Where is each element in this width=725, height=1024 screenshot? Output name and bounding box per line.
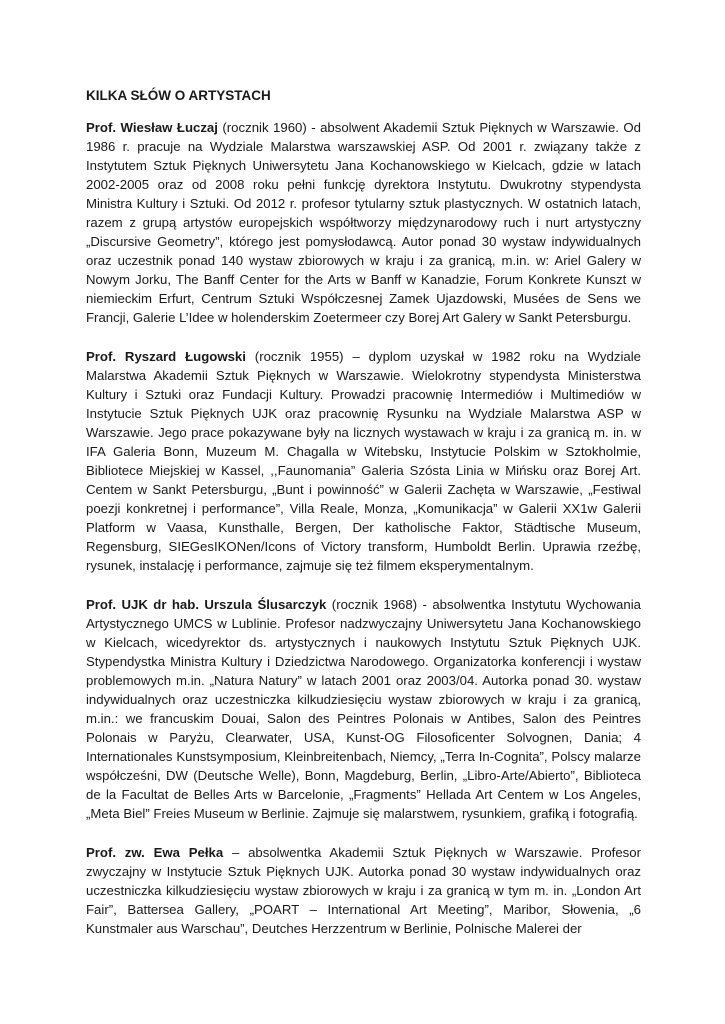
bio-paragraph-luczaj [86, 118, 641, 327]
bio-name: Prof. Ryszard Ługowski [86, 349, 246, 364]
bio-text: (rocznik 1960) - absolwent Akademii Sztuk Pięknych w Warszawie. Od 1986 r. pracuje na Wydziale Malarstwa warszawskiej ASP. Od 2001 r. związany także z Instytutem Sztuk Pięknych Uniwersytetu Jana Kochanowskiego w Kielcach, gdzie w latach 2002-2005 oraz od 2008 roku pełni funkcję dyrektora Instytutu. Dwukrotny stypendysta Ministra Kultury i Sztuki. Od 2012 r. profesor tytularny sztuk plastycznych. W ostatnich latach, razem z grupą artystów europejskich współtworzy międzynarodowy ruch i nurt artystyczny „Discursive Geometry”, którego jest pomysłodawcą. Autor ponad 30 wystaw indywidualnych oraz uczestnik ponad 140 wystaw zbiorowych w kraju i za granicą, m.in. w: Ariel Galery w Nowym Jorku, The Banff Center for the Arts w Banff w Kanadzie, Forum Konkrete Kunszt w niemieckim Erfurt, Centrum Sztuki Współczesnej Zamek Ujazdowski, Musées de Sens we Francji, Galerie L’Idee w holenderskim Zoetermeer czy Borej Art Galery w Sankt Petersburgu. [86, 120, 642, 325]
bio-name: Prof. Wiesław Łuczaj [86, 120, 218, 135]
bio-text: (rocznik 1955) – dyplom uzyskał w 1982 roku na Wydziale Malarstwa Akademii Sztuk Pięknych w Warszawie. Wielokrotny stypendysta Ministerstwa Kultury i Sztuki oraz Fundacji Kultury. Prowadzi pracownię Intermediów i Multimediów w Instytucie Sztuk Pięknych UJK oraz pracownię Rysunku na Wydziale Malarstwa ASP w Warszawie. Jego prace pokazywane były na licznych wystawach w kraju i za granicą m. in. w IFA Galeria Bonn, Muzeum M. Chagalla w Witebsku, Instytucie Polskim w Sztokholmie, Bibliotece Miejskiej w Kassel, ,,Faunomania” Galeria Szósta Linia w Mińsku oraz Borej Art. Centem w Sankt Petersburgu, „Bunt i powinność” w Galerii Zachęta w Warszawie, „Festiwal poezji konkretnej i performance”, Villa Reale, Monza, „Komunikacja” w Galerii XX1w Galerii Platform w Vaasa, Kunsthalle, Bergen, Der katholische Faktor, Städtische Museum, Regensburg, SIEGesIKONen/Icons of Victory transform, Humboldt Berlin. Uprawia rzeźbę, rysunek, instalację i performance, zajmuje się też filmem eksperymentalnym. [86, 349, 641, 573]
bio-text: – absolwentka Akademii Sztuk Pięknych w Warszawie. Profesor zwyczajny w Instytucie Sztuk Pięknych UJK. Autorka ponad 30 wystaw indywidualnych oraz uczestniczka kilkudziesięciu wystaw zbiorowych w kraju i za granicą w tym m. in. „London Art Fair”, Battersea Gallery, „POART – International Art Meeting”, Maribor, Słowenia, „6 Kunstmaler aus Warschau”, Deutches Herzzentrum w Berlinie, Polnische Malerei der [86, 845, 641, 936]
bio-name: Prof. zw. Ewa Pełka [86, 845, 224, 860]
page-title: KILKA SŁÓW O ARTYSTACH [86, 88, 271, 103]
bio-text: (rocznik 1968) - absolwentka Instytutu Wychowania Artystycznego UMCS w Lublinie. Profesor nadzwyczajny Uniwersytetu Jana Kochanowskiego w Kielcach, wicedyrektor ds. artystycznych i naukowych Instytutu Sztuk Pięknych UJK. Stypendystka Ministra Kultury i Dziedzictwa Narodowego. Organizatorka konferencji i wystaw problemowych m.in. „Natura Natury” w latach 2001 oraz 2003/04. Autorka ponad 30. wystaw indywidualnych oraz uczestniczka kilkudziesięciu wystaw zbiorowych w kraju i za granicą, m.in.: we francuskim Douai, Salon des Peintres Polonais w Antibes, Salon des Peintres Polonais w Paryżu, Clearwater, USA, Kunst-OG Filosoficenter Solvognen, Dania; 4 Internationales Kunstsymposium, Kleinbreitenbach, Niemcy, „Terra In-Cognita”, Polscy malarze współcześni, DW (Deutsche Welle), Bonn, Magdeburg, Berlin, „Libro-Arte/Abierto”, Biblioteca de la Facultat de Belles Arts w Barcelonie, „Fragments” Hellada Art Centem w Los Angeles, „Meta Biel” Freies Museum w Berlinie. Zajmuje się malarstwem, rysunkiem, grafiką i fotografią. [86, 597, 641, 821]
bio-paragraph-pelka [86, 843, 641, 938]
bio-paragraph-slusarczyk [86, 595, 641, 823]
bio-paragraph-lugowski [86, 347, 641, 575]
bio-name: Prof. UJK dr hab. Urszula Ślusarczyk [86, 597, 327, 612]
